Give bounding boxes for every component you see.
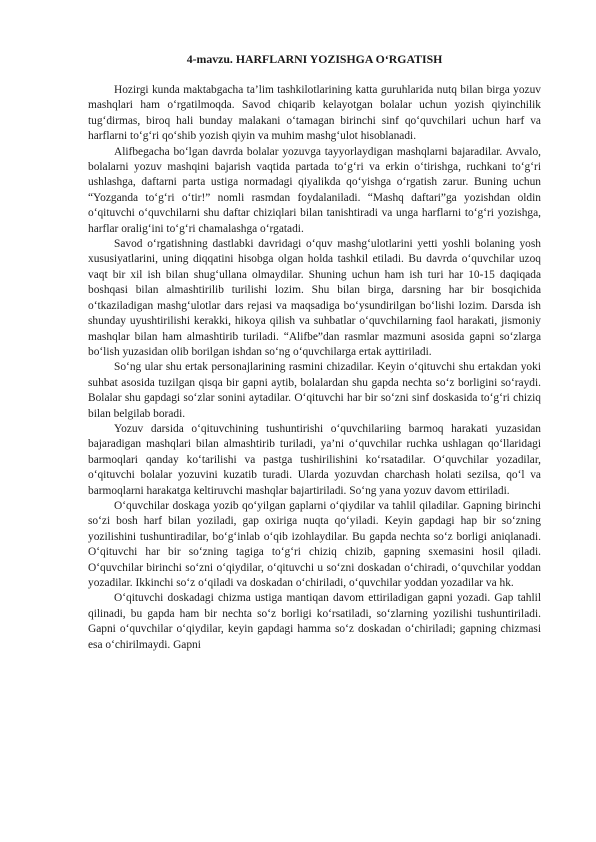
paragraph: O‘quvchilar doskaga yozib qo‘yilgan gaplarni o‘qiydilar va tahlil qiladilar. Gapning birinchi so‘zi bosh harf bilan yoziladi, gap oxiriga nuqta qo‘yiladi. Keyin gapdagi hap bir so‘zning yozilishini tushuntiradilar, bo‘g‘inlab o‘qib izohlaydilar. Bu gapda nechta so‘z borligi aniqlanadi. O‘qituvchi har bir so‘zning tagiga to‘g‘ri chiziq chizib, gapning sxemasini hosil qiladi. O‘quvchilar birinchi so‘zni o‘qiydilar, o‘qituvchi u so‘zni doskadan o‘chiradi, o‘quvchilar yoddan yozadilar. Ikkinchi so‘z o‘qiladi va doskadan o‘chiriladi, o‘quvchilar yoddan yozadilar va hk.	[88, 499, 541, 589]
document-title: 4-mavzu. HARFLARNI YOZISHGA O‘RGATISH	[186, 52, 443, 66]
paragraph: Savod o‘rgatishning dastlabki davridagi o‘quv mashg‘ulotlarini yetti yoshli bolaning yosh xususiyatlarini, uning diqqatini hisobga olgan holda tashkil etiladi. Bu davrda o‘quvchilar uzoq vaqt bir xil ish bilan shug‘ullana olmaydilar. Shuning uchun ham ish turi har 10-15 daqiqada boshqasi bilan almashtirilib turilishi lozim. Shu bilan birga, darsning har bir bosqichida o‘tkaziladigan mashg‘ulotlar dars rejasi va maqsadiga bo‘ysundirilgan bo‘lishi lozim. Darsda ish shunday uyushtirilishi kerakki, hikoya qilish va suhbatlar o‘quvchilarning faol harakati, jismoniy mashqlar bilan ham almashtirib turiladi. “Alifbe”dan rasmlar mazmuni asosida gapni so‘zlarga bo‘lish yuzasidan olib borilgan ishdan so‘ng o‘quvchilarga ertak ayttiriladi.	[88, 238, 541, 358]
paragraph: Hozirgi kunda maktabgacha ta’lim tashkilotlarining katta guruhlarida nutq bilan birga yozuv mashqlari ham o‘rgatilmoqda. Savod chiqarib kelayotgan bolalar uchun yozish qiyinchilik tug‘dirmas, biroq hali bunday malakani o‘tamagan birinchi sinf qo‘quvchilari uchun harf va harflarni to‘g‘ri qo‘shib yozish qiyin va muhim mashg‘ulot hisoblanadi.	[88, 84, 541, 143]
paragraph: Yozuv darsida o‘qituvchining tushuntirishi o‘quvchilariing barmoq harakati yuzasidan bajaradigan mashqlari bilan almashtirib turiladi, ya’ni o‘quvchilar ruchka ushlagan qo‘llaridagi barmoqlari qanday ko‘tarilishi va pastga tushirilishini ko‘rsatadilar. O‘quvchilar yozadilar, o‘qituvchi bolalar yozuvini kuzatib turadi. Ularda yozuvdan charchash holati sezilsa, qo‘l va barmoqlarni harakatga keltiruvchi mashqlar bajartiriladi. So‘ng yana yozuv davom ettiriladi.	[88, 422, 541, 497]
paragraph: So‘ng ular shu ertak personajlarining rasmini chizadilar. Keyin o‘qituvchi shu ertakdan yoki suhbat asosida tuzilgan qisqa bir gapni aytib, bolalardan shu gapda nechta so‘z borligini so‘raydi. Bolalar shu gapdagi so‘zlar sonini aytadilar. O‘qituvchi har bir so‘zni sinf doskasida to‘g‘ri chiziq bilan belgilab boradi.	[88, 361, 541, 420]
document-page	[88, 52, 541, 653]
paragraph: O‘qituvchi doskadagi chizma ustiga mantiqan davom ettiriladigan gapni yozadi. Gap tahlil qilinadi, bu gapda ham bir nechta so‘z borligi ko‘rsatiladi, so‘zlarning yozilishi tushuntiriladi. Gapni o‘quvchilar o‘qiydilar, keyin gapdagi hamma so‘z doskadan o‘chiriladi; gapning chizmasi esa o‘chirilmaydi. Gapni	[88, 592, 541, 651]
paragraph: Alifbegacha bo‘lgan davrda bolalar yozuvga tayyorlaydigan mashqlarni bajaradilar. Avvalo, bolalarni yozuv mashqini bajarish vaqtida partada to‘g‘ri va erkin o‘tirishga, ruchkani to‘g‘ri ushlashga, daftarni parta ustiga normadagi qiyalikda qo‘yishga o‘rgatish zarur. Buning uchun “Yozganda to‘g‘ri o‘tir!” nomli rasmdan foydalaniladi. “Mashq daftari”ga yozishdan oldin o‘qituvchi o‘quvchilarni shu daftar chiziqlari bilan tanishtiradi va unga harflarni to‘g‘ri yozishga, harflar oralig‘ini to‘g‘ri chamalashga o‘rgatadi.	[88, 145, 541, 235]
